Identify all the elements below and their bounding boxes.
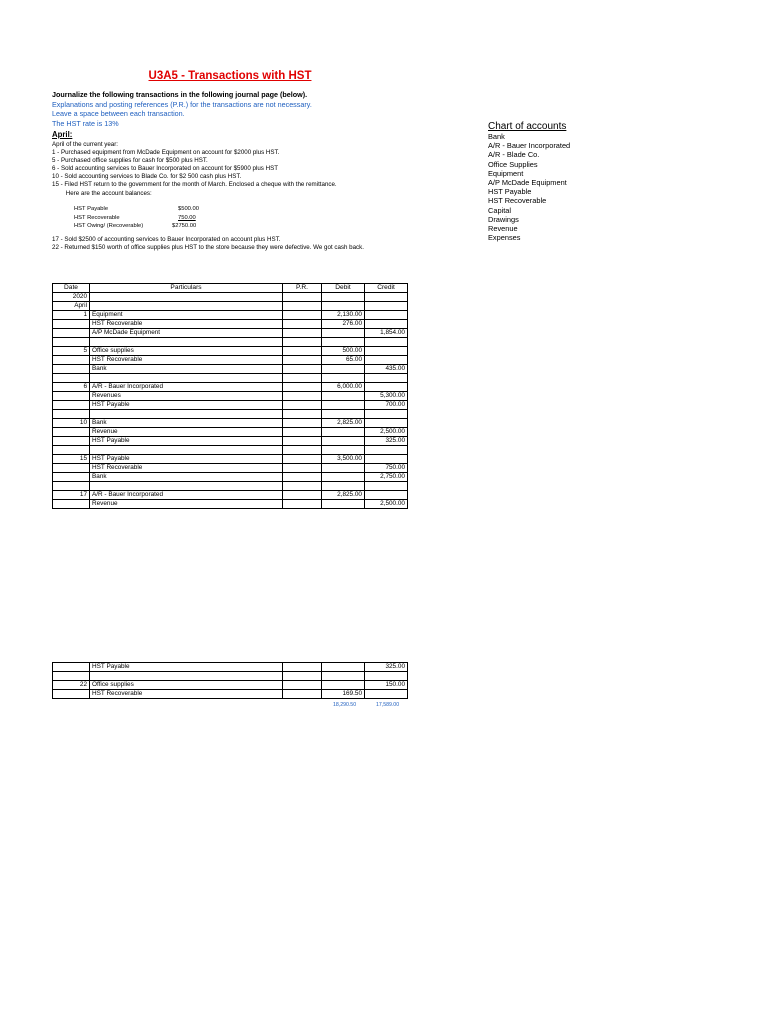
cell-debit (322, 302, 365, 311)
cell-pr (283, 446, 322, 455)
account-item: Bank (488, 132, 505, 141)
cell-date (53, 473, 90, 482)
journal-row (53, 437, 408, 446)
cell-pr (283, 320, 322, 329)
cell-date (53, 500, 90, 509)
journal-row (53, 293, 408, 302)
cell-date: 1 (53, 311, 90, 320)
cell-credit (365, 482, 408, 491)
cell-debit (322, 500, 365, 509)
cell-particulars (90, 672, 283, 681)
cell-particulars: HST Recoverable (90, 690, 283, 699)
cell-particulars: Revenue (90, 500, 283, 509)
cell-date: 6 (53, 383, 90, 392)
journal-row (53, 455, 408, 464)
cell-date (53, 446, 90, 455)
journal-row (53, 392, 408, 401)
cell-credit (365, 491, 408, 500)
journal-row (53, 347, 408, 356)
account-item: Capital (488, 205, 512, 215)
cell-particulars (90, 302, 283, 311)
account-item: A/R - Bauer Incorporated (488, 141, 571, 151)
cell-pr (283, 419, 322, 428)
credit-total: 17,589.00 (376, 702, 400, 708)
cell-date (53, 437, 90, 446)
cell-credit (365, 410, 408, 419)
transaction-list (52, 141, 337, 198)
cell-debit: 3,500.00 (322, 455, 365, 464)
account-item: A/P McDade Equipment (488, 178, 567, 188)
journal-row (53, 663, 408, 672)
cell-pr (283, 383, 322, 392)
journal-row (53, 320, 408, 329)
journal-row (53, 446, 408, 455)
debit-total: 18,290.50 (333, 702, 357, 708)
account-item: Drawings (488, 214, 519, 224)
journal-table-continued (52, 662, 408, 699)
chart-of-accounts-heading: Chart of accounts (488, 121, 567, 132)
cell-credit (365, 311, 408, 320)
cell-credit (365, 293, 408, 302)
cell-debit: 500.00 (322, 347, 365, 356)
cell-credit: 1,854.00 (365, 329, 408, 338)
cell-debit (322, 365, 365, 374)
journal-row (53, 419, 408, 428)
cell-particulars: Revenue (90, 428, 283, 437)
cell-date (53, 374, 90, 383)
cell-particulars (90, 482, 283, 491)
instruction-line-2: Explanations and posting references (P.R.) for the transactions are not necessary. (52, 99, 312, 109)
cell-credit (365, 320, 408, 329)
cell-particulars: Bank (90, 365, 283, 374)
cell-particulars: HST Payable (90, 437, 283, 446)
journal-row (53, 500, 408, 509)
transaction-line: April of the current year: (52, 141, 119, 148)
cell-pr (283, 690, 322, 699)
cell-pr (283, 401, 322, 410)
cell-particulars: HST Payable (90, 455, 283, 464)
cell-date: 5 (53, 347, 90, 356)
cell-date: 2020 (53, 293, 90, 302)
cell-pr (283, 356, 322, 365)
journal-row (53, 690, 408, 699)
cell-debit (322, 672, 365, 681)
cell-credit: 750.00 (365, 464, 408, 473)
cell-debit: 6,000.00 (322, 383, 365, 392)
cell-particulars: Office supplies (90, 347, 283, 356)
cell-credit: 2,750.00 (365, 473, 408, 482)
cell-debit (322, 428, 365, 437)
journal-row (53, 311, 408, 320)
transaction-line: 1 - Purchased equipment from McDade Equipment on account for $2000 plus HST. (52, 149, 280, 157)
transaction-line: 5 - Purchased office supplies for cash for $500 plus HST. (52, 157, 208, 165)
header-date: Date (53, 284, 90, 293)
cell-date: 17 (53, 491, 90, 500)
cell-debit (322, 473, 365, 482)
transaction-line: 22 - Returned $150 worth of office supplies plus HST to the store because they were defective. We got cash back. (52, 244, 364, 252)
balance-label: HST Owing/ (Recoverable) (74, 223, 144, 230)
journal-table (52, 283, 408, 509)
transaction-line: 15 - Filed HST return to the government for the month of March. Enclosed a cheque with the remittance. (52, 181, 337, 189)
cell-date (53, 482, 90, 491)
cell-debit (322, 482, 365, 491)
cell-debit (322, 392, 365, 401)
cell-credit (365, 419, 408, 428)
cell-credit (365, 690, 408, 699)
cell-credit: 325.00 (365, 437, 408, 446)
transaction-list-2 (52, 236, 364, 252)
cell-credit (365, 302, 408, 311)
cell-pr (283, 455, 322, 464)
cell-credit: 2,500.00 (365, 428, 408, 437)
balance-row (74, 214, 214, 223)
cell-date (53, 690, 90, 699)
cell-debit: 65.00 (322, 356, 365, 365)
cell-debit (322, 374, 365, 383)
journal-header-row (53, 284, 408, 293)
cell-debit (322, 464, 365, 473)
account-item: HST Payable (488, 187, 532, 197)
cell-pr (283, 293, 322, 302)
cell-date (53, 356, 90, 365)
balance-label: HST Payable (74, 206, 109, 212)
cell-credit: 435.00 (365, 365, 408, 374)
cell-particulars (90, 338, 283, 347)
transaction-line: 6 - Sold accounting services to Bauer Incorporated on account for $5900 plus HST (52, 165, 278, 173)
instructions (52, 90, 312, 128)
cell-particulars (90, 374, 283, 383)
account-item: A/R - Blade Co. (488, 150, 540, 160)
cell-particulars: Office supplies (90, 681, 283, 690)
journal-row (53, 482, 408, 491)
cell-particulars: A/R - Bauer Incorporated (90, 491, 283, 500)
cell-credit (365, 374, 408, 383)
cell-credit (365, 672, 408, 681)
cell-particulars: HST Recoverable (90, 356, 283, 365)
balance-row (74, 222, 214, 231)
cell-debit (322, 437, 365, 446)
cell-credit (365, 383, 408, 392)
cell-particulars: Bank (90, 473, 283, 482)
cell-particulars (90, 446, 283, 455)
cell-credit (365, 338, 408, 347)
cell-date (53, 672, 90, 681)
cell-date (53, 392, 90, 401)
journal-row (53, 302, 408, 311)
header-pr: P.R. (283, 284, 322, 293)
cell-date (53, 320, 90, 329)
instruction-line-4: The HST rate is 13% (52, 118, 119, 128)
cell-date: 15 (53, 455, 90, 464)
instruction-line-3: Leave a space between each transaction. (52, 109, 185, 119)
cell-particulars (90, 293, 283, 302)
cell-particulars: A/P McDade Equipment (90, 329, 283, 338)
cell-date (53, 663, 90, 672)
cell-pr (283, 473, 322, 482)
transaction-line: Here are the account balances: (52, 189, 152, 197)
header-debit: Debit (322, 284, 365, 293)
account-item: HST Recoverable (488, 196, 547, 206)
cell-date (53, 329, 90, 338)
journal-row (53, 410, 408, 419)
account-item: Revenue (488, 224, 518, 234)
cell-particulars: Revenues (90, 392, 283, 401)
journal-row (53, 383, 408, 392)
journal-row (53, 428, 408, 437)
balance-amount: $500.00 (178, 206, 199, 212)
cell-date: 22 (53, 681, 90, 690)
cell-pr (283, 500, 322, 509)
cell-date (53, 401, 90, 410)
cell-credit (365, 356, 408, 365)
cell-pr (283, 329, 322, 338)
cell-debit: 169.50 (322, 690, 365, 699)
cell-debit (322, 446, 365, 455)
cell-pr (283, 428, 322, 437)
journal-row (53, 681, 408, 690)
account-item: Equipment (488, 168, 524, 178)
account-balances (74, 205, 214, 231)
journal-row (53, 401, 408, 410)
cell-debit: 2,130.00 (322, 311, 365, 320)
header-credit: Credit (365, 284, 408, 293)
cell-date (53, 464, 90, 473)
account-item: Expenses (488, 233, 521, 243)
cell-credit: 325.00 (365, 663, 408, 672)
cell-credit (365, 455, 408, 464)
cell-date: 10 (53, 419, 90, 428)
cell-pr (283, 338, 322, 347)
transaction-line: 17 - Sold $2500 of accounting services to Bauer Incorporated on account plus HST. (52, 236, 281, 243)
cell-pr (283, 672, 322, 681)
transaction-line: 10 - Sold accounting services to Blade Co. for $2 500 cash plus HST. (52, 173, 242, 181)
journal-row (53, 491, 408, 500)
cell-date (53, 365, 90, 374)
balance-row (74, 205, 214, 214)
cell-pr (283, 482, 322, 491)
cell-credit: 2,500.00 (365, 500, 408, 509)
cell-pr (283, 464, 322, 473)
journal-row (53, 672, 408, 681)
cell-particulars: HST Payable (90, 663, 283, 672)
cell-date (53, 338, 90, 347)
cell-particulars: A/R - Bauer Incorporated (90, 383, 283, 392)
cell-debit (322, 401, 365, 410)
cell-pr (283, 302, 322, 311)
cell-pr (283, 392, 322, 401)
cell-credit: 5,300.00 (365, 392, 408, 401)
cell-credit: 700.00 (365, 401, 408, 410)
cell-debit (322, 663, 365, 672)
balance-label: HST Recoverable (74, 214, 120, 221)
cell-pr (283, 410, 322, 419)
cell-pr (283, 437, 322, 446)
cell-pr (283, 311, 322, 320)
page-title: U3A5 - Transactions with HST (148, 70, 312, 82)
journal-row (53, 356, 408, 365)
journal-row (53, 464, 408, 473)
cell-date (53, 428, 90, 437)
cell-particulars: HST Recoverable (90, 464, 283, 473)
chart-of-accounts-list (488, 132, 570, 242)
cell-debit (322, 293, 365, 302)
cell-debit (322, 681, 365, 690)
journal-row (53, 473, 408, 482)
journal-row (53, 338, 408, 347)
journal-row (53, 374, 408, 383)
cell-date (53, 410, 90, 419)
cell-debit: 2,825.00 (322, 419, 365, 428)
cell-date: April (53, 302, 90, 311)
april-heading: April: (52, 130, 73, 139)
cell-particulars: HST Payable (90, 401, 283, 410)
cell-particulars: HST Recoverable (90, 320, 283, 329)
cell-debit: 276.00 (322, 320, 365, 329)
cell-debit (322, 338, 365, 347)
cell-particulars: Bank (90, 419, 283, 428)
header-particulars: Particulars (90, 284, 283, 293)
cell-pr (283, 374, 322, 383)
cell-pr (283, 347, 322, 356)
cell-pr (283, 663, 322, 672)
balance-amount: 750.00 (178, 214, 196, 221)
cell-credit (365, 347, 408, 356)
cell-debit (322, 410, 365, 419)
cell-pr (283, 491, 322, 500)
cell-debit (322, 329, 365, 338)
instruction-line-1: Journalize the following transactions in the following journal page (below). (52, 90, 308, 99)
cell-particulars: Equipment (90, 311, 283, 320)
cell-pr (283, 365, 322, 374)
account-item: Office Supplies (488, 159, 538, 169)
journal-row (53, 365, 408, 374)
cell-particulars (90, 410, 283, 419)
journal-row (53, 329, 408, 338)
cell-credit: 150.00 (365, 681, 408, 690)
cell-credit (365, 446, 408, 455)
cell-debit: 2,825.00 (322, 491, 365, 500)
cell-pr (283, 681, 322, 690)
balance-amount: $2750.00 (172, 223, 197, 230)
